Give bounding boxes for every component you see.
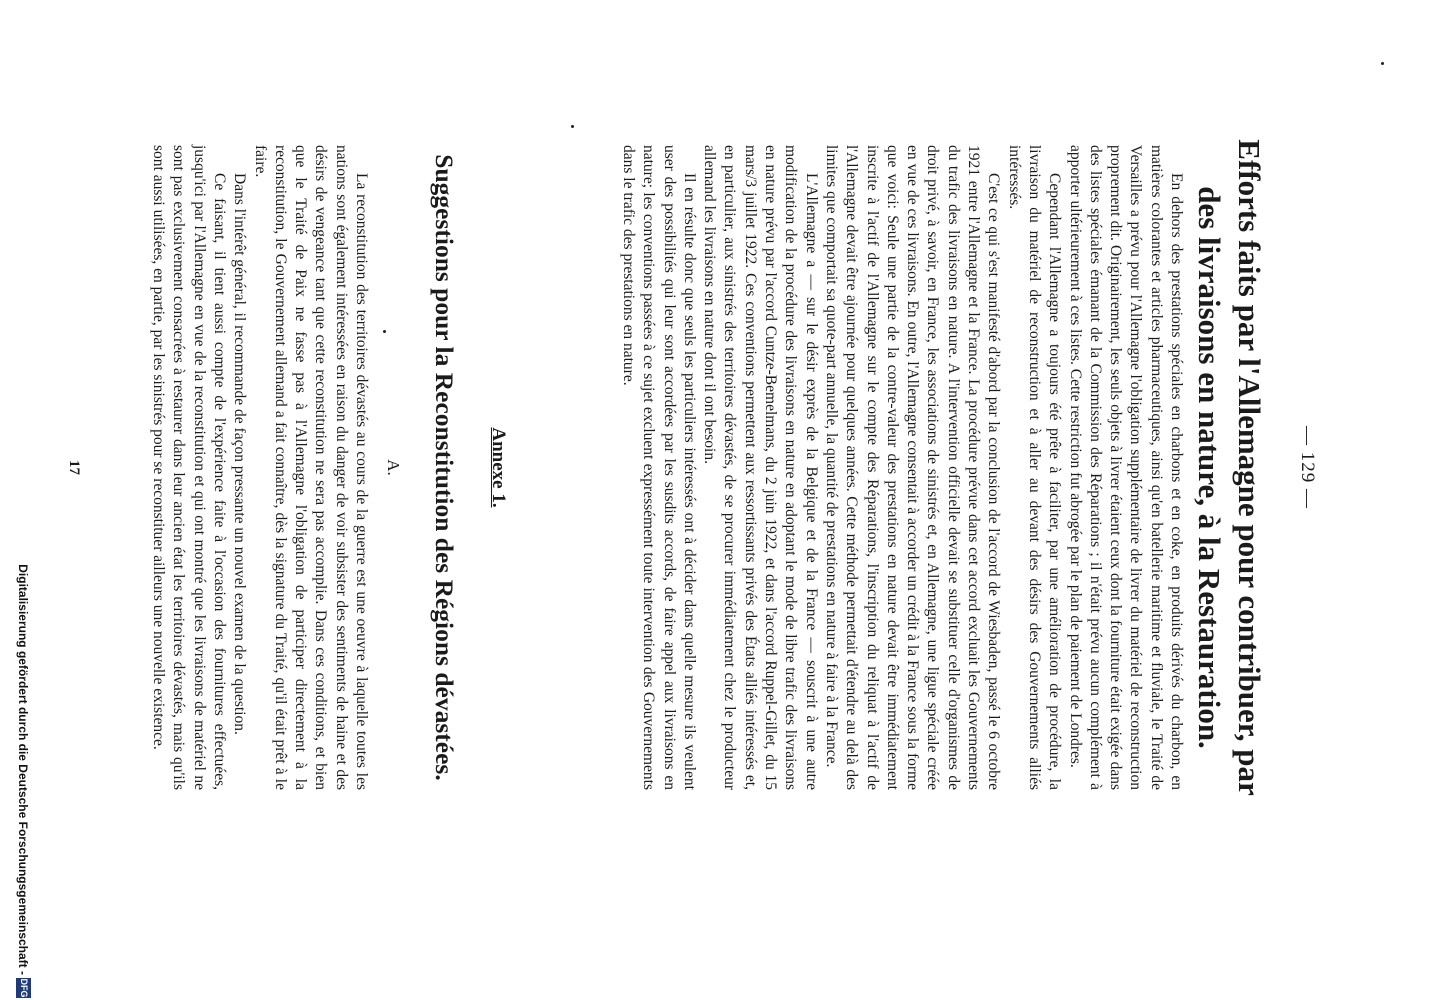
dfg-logo-icon: DFG bbox=[16, 978, 31, 998]
credit-text: Digitalisierung gefördert durch die Deutsche Forschungsgemeinschaft - bbox=[16, 564, 30, 975]
subheading-a: A. bbox=[384, 459, 403, 476]
paragraph: Ce faisant, il tient aussi compte de l'expérience faite à l'occasion des fournitures effectuées, jusqu'ici par l'Allemagne en vue de la reconstitution et qui ont montré que les livraisons de matériel ne sont pas exclusivement consacrées à restaurer dans leur ancien état les territoires dévastés, mais qu'ils sont aussi utilisées, en partie, par les sinistrés pour se reconstituer ailleurs une nouvelle existence. bbox=[150, 145, 228, 790]
scan-speck bbox=[383, 330, 386, 333]
paragraph: L'Allemagne a — sur le désir exprès de la Belgique et de la France — souscrit à une autre modification de la procédure des livraisons en nature en adoptant le mode de libre trafic des livraisons en nature prévu par l'accord Cuntze-Bemelmans, du 2 juin 1922, et dans l'accord Ruppel-Gillet, du 15 mars/3 juillet 1922. Ces conventions permettent aux ressortissants privés des États alliés intéressés et, en particulier, aux sinistrés des territoires dévastés, de se procurer immédiatement chez le producteur allemand les livraisons en nature dont il ont besoin. bbox=[701, 145, 820, 790]
digitization-credit-bar bbox=[4, 5, 38, 998]
paragraph: Il en résulte donc que seuls les particuliers intéressés ont à décider dans quelle mesure ils veulent user des possibilités qui leur sont accordées par les susdits accords, de faire appel aux livraisons en nature; les conventions passées à ce sujet excluent expressément toute intervention des Gouvernements dans le trafic des prestations en nature. bbox=[619, 145, 698, 790]
section-body-efforts bbox=[618, 145, 1186, 790]
annexe-label: Annexe 1. bbox=[488, 427, 509, 508]
section-title-suggestions: Suggestions pour la Reconstitution des Régions dévastées. bbox=[430, 154, 459, 781]
page-number: — 129 — bbox=[1297, 426, 1318, 509]
paragraph: Cependant l'Allemagne a toujours été prête à faciliter, par une amélioration de procédure, la livraison du matériel de reconstruction et à aller au devant des désirs des Gouvernements alliés intéressés. bbox=[1005, 145, 1064, 790]
section-body-suggestions bbox=[148, 145, 371, 790]
paragraph: Dans l'intérêt général, il recommande de façon pressante un nouvel examen de la question. bbox=[231, 173, 249, 735]
paragraph: En dehors des prestations spéciales en charbons et en coke, en produits dérivés du charbon, en matières colorantes et articles pharmaceutiques, ainsi qu'en batellerie maritime et fluviale, le Traité de Versailles a prévu pour l'Allemagne l'obligation supplémentaire de livrer du matériel de reconstruction proprement dit. Originairement, les seuls objets à livrer étaient ceux dont la fourniture était exigée dans des listes spéciales émanant de la Commission des Réparations ; il n'était prévu aucun complément à apporter ultérieurement à ces listes. Cette restriction fut abrogée par le plan de paiement de Londres. bbox=[1066, 145, 1185, 790]
paragraph: C'est ce qui s'est manifesté d'abord par la conclusion de l'accord de Wiesbaden, passé le 6 octobre 1921 entre l'Allemagne et la France. La procédure prévue dans cet accord excluait les Gouvernements du trafic des livraisons en nature. A l'intervention officielle devait se substituer celle d'organismes de droit privé, à savoir, en France, les associations de sinistrés et, en Allemagne, une ligue spéciale créée en vue de ces livraisons. En outre, l'Allemagne consentait à accorder un crédit à la France sous la forme que voici: Seule une partie de la contre-valeur des prestations en nature devait être immédiatement inscrite à l'actif de l'Allemagne sur le compte des Réparations, l'inscription du reliquat à l'actif de l'Allemagne devait être ajournée pour quelques années. Cette méthode permettait d'étendre au delà des limites que comportait sa quote-part annuelle, la quantité de prestations en nature à faire à la France. bbox=[822, 145, 1003, 790]
paragraph: La reconstitution des territoires dévastés au cours de la guerre est une oeuvre à laquelle toutes les nations sont également intéressées en raison du danger de voir subsister des sentiments de haine et des désirs de vengeance tant que cette reconstitution ne sera pas accomplie. Dans ces conditions, et bien que le Traité de Paix ne fasse pas à l'Allemagne l'obligation de participer directement à la reconstitution, le Gouvernement allemand a fait connaître, dès la signature du Traité, qu'il était prêt à le faire. bbox=[251, 145, 370, 790]
section-title-efforts: Efforts faits par l'Allemagne pour contribuer, par des livraisons en nature, à la Restauration. bbox=[1192, 139, 1267, 796]
scan-speck bbox=[1381, 62, 1384, 65]
footer-number: 17 bbox=[66, 460, 82, 475]
scan-speck bbox=[571, 125, 574, 128]
